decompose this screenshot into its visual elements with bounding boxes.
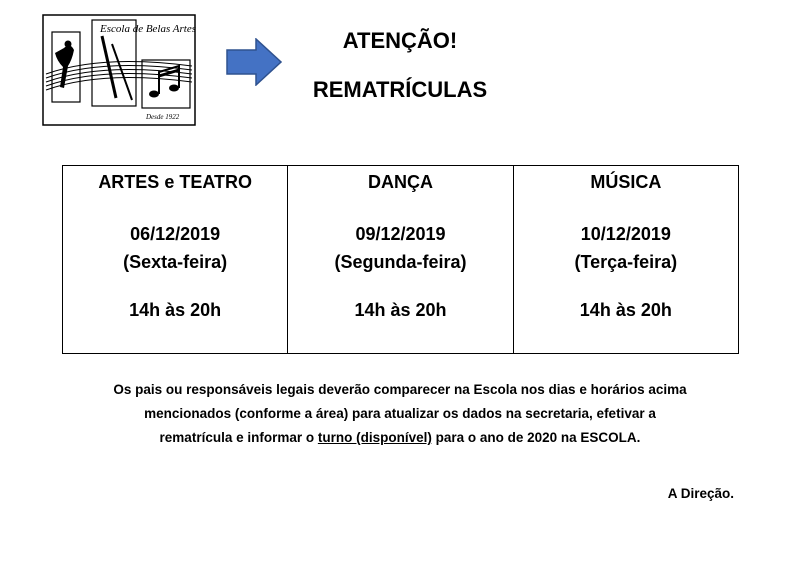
logo-since-text: Desde 1922 (146, 113, 180, 121)
area-label: MÚSICA (590, 172, 662, 192)
weekday-label: (Sexta-feira) (123, 252, 228, 272)
schedule-table (62, 165, 739, 354)
notice-paragraph (58, 378, 742, 450)
hours-label: 14h às 20h (354, 300, 447, 320)
date-label: 09/12/2019 (355, 224, 446, 244)
title-rematriculas: REMATRÍCULAS (312, 77, 488, 102)
weekday-label: (Terça-feira) (574, 252, 678, 272)
signature: A Direção. (667, 486, 734, 501)
notice-line-3-start: rematrícula e informar o (159, 430, 318, 445)
title-attention: ATENÇÃO! (342, 28, 458, 53)
area-label: ARTES e TEATRO (98, 172, 252, 192)
schedule-cell-danca (288, 166, 513, 354)
notice-line-1: Os pais ou responsáveis legais deverão comparecer na Escola nos dias e horários acima (113, 382, 687, 397)
logo-name-text: Escola de Belas Artes (100, 23, 196, 35)
area-label: DANÇA (367, 172, 433, 192)
notice-shift-underlined: turno (disponível) (317, 430, 432, 445)
weekday-label: (Segunda-feira) (334, 252, 467, 272)
hours-label: 14h às 20h (129, 300, 222, 320)
schedule-cell-artes (63, 166, 288, 354)
date-label: 06/12/2019 (130, 224, 221, 244)
school-logo (42, 14, 196, 126)
notice-line-3 (58, 426, 742, 450)
schedule-cell-musica (513, 166, 738, 354)
notice-line-3-end: para o ano de 2020 na ESCOLA. (431, 430, 641, 445)
right-arrow-icon (226, 38, 282, 86)
date-label: 10/12/2019 (580, 224, 671, 244)
hours-label: 14h às 20h (579, 300, 672, 320)
notice-line-2: mencionados (conforme a área) para atualizar os dados na secretaria, efetivar a (144, 406, 656, 421)
